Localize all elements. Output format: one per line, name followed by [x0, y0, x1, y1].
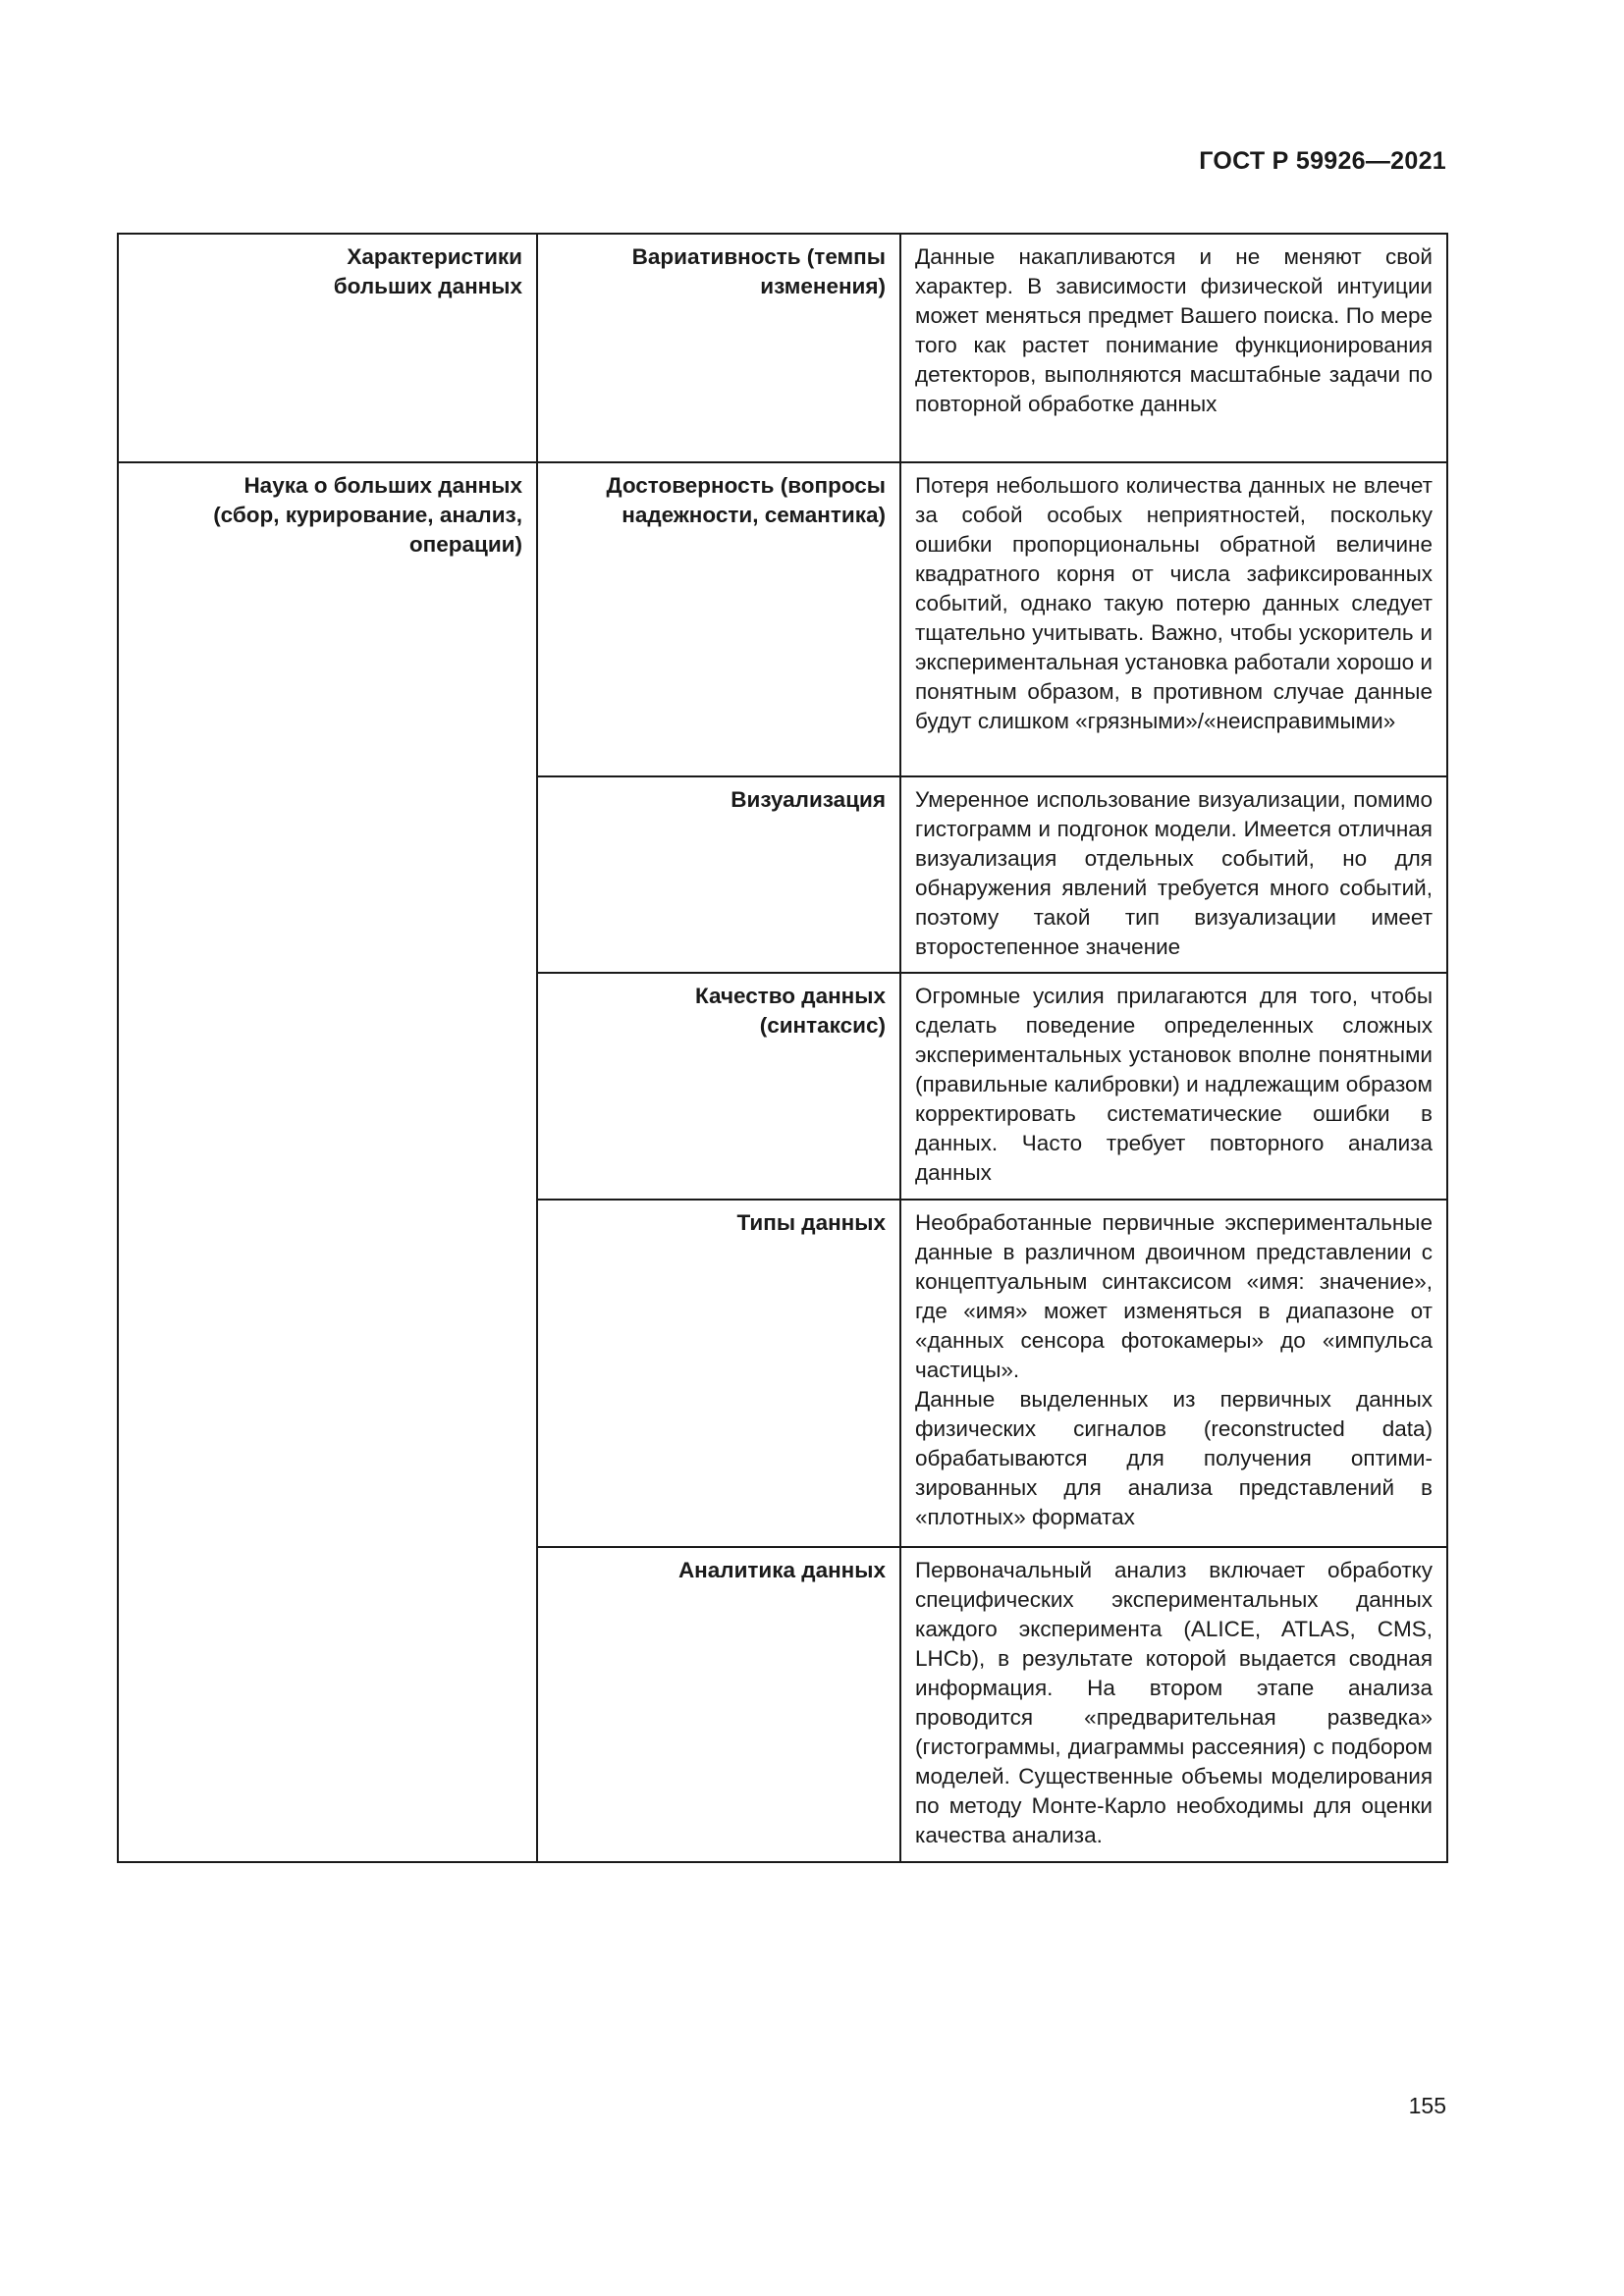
description-cell: [900, 776, 1447, 973]
aspect-label: Визуализация: [731, 787, 886, 812]
table-row: [118, 462, 1447, 776]
description-cell: [900, 234, 1447, 462]
aspect-cell: [537, 973, 900, 1200]
aspect-cell: [537, 462, 900, 776]
aspect-label: Аналитика данных: [677, 1558, 886, 1582]
category-label: Наука о больших данных (сбор, курирование, анализ, операции): [213, 473, 522, 557]
description-text: Потеря небольшого количества данных не влечет за собой особых неприятностей, поскольку ошибки пропорциональны обратной величине квадратного корня от числа зафиксированных событий, однако такую потерю данных следует тщательно учитывать. Важно, чтобы ускоритель и экспериментальная установка работали хорошо и понятным образом, в противном случае данные будут слишком «грязными»/«неисправимыми»: [915, 473, 1433, 733]
description-cell: [900, 1547, 1447, 1862]
category-cell: [118, 234, 537, 462]
description-cell: [900, 973, 1447, 1200]
aspect-label: Типы данных: [736, 1210, 886, 1235]
aspect-cell: [537, 776, 900, 973]
description-text: Необработанные первичные экспериментальные данные в различном двоичном представлении с концептуальным синтаксисом «имя: значение», где «имя» может изменяться в диапазоне от «данных сенсора фотокамеры» до «импульса частицы». Данные выделенных из первичных данных физических сигналов (reconstructed data) обрабатываются для получения оптимизированных для анализа представлений в «плотных» форматах: [915, 1210, 1433, 1529]
description-text: Данные накапливаются и не меняют свой характер. В зависимости физической интуиции может меняться предмет Вашего поиска. По мере того как растет понимание функционирования детекторов, выполняются масштабные задачи по повторной обработке данных: [915, 244, 1433, 416]
aspect-cell: [537, 1547, 900, 1862]
description-cell: [900, 1200, 1447, 1547]
aspect-label: Вариативность (темпы изменения): [631, 244, 886, 298]
document-header-code: ГОСТ Р 59926—2021: [1199, 147, 1446, 175]
characteristics-table: [117, 233, 1448, 1863]
page-number: 155: [1408, 2093, 1446, 2118]
aspect-label: Качество данных (синтаксис): [694, 984, 886, 1038]
description-text: Огромные усилия прилагаются для того, чтобы сделать поведение определенных сложных экспериментальных установок вполне понятными (правильные калибровки) и надлежащим образом корректировать систематические ошибки в данных. Часто требует повторного анализа данных: [915, 984, 1433, 1185]
description-cell: [900, 462, 1447, 776]
aspect-cell: [537, 234, 900, 462]
description-text: Первоначальный анализ включает обработку специфических экспериментальных данных каждого эксперимента (ALICE, ATLAS, CMS, LHCb), в результате которой выдается сводная информация. На втором этапе анализа проводится «предварительная разведка» (гистограммы, диаграммы рассеяния) с подбором моделей. Существенные объемы моделирования по методу Монте-Карло необходимы для оценки качества анализа.: [915, 1558, 1433, 1847]
description-text: Умеренное использование визуализации, помимо гистограмм и подгонок модели. Имеется отличная визуализация отдельных событий, но для обнаружения явлений требуется много событий, поэтому такой тип визуализации имеет второстепенное значение: [915, 787, 1433, 959]
table-row: [118, 234, 1447, 462]
aspect-label: Достоверность (вопросы надежности, семантика): [606, 473, 886, 527]
category-cell: [118, 462, 537, 1862]
category-label: Характеристики больших данных: [333, 244, 522, 298]
aspect-cell: [537, 1200, 900, 1547]
